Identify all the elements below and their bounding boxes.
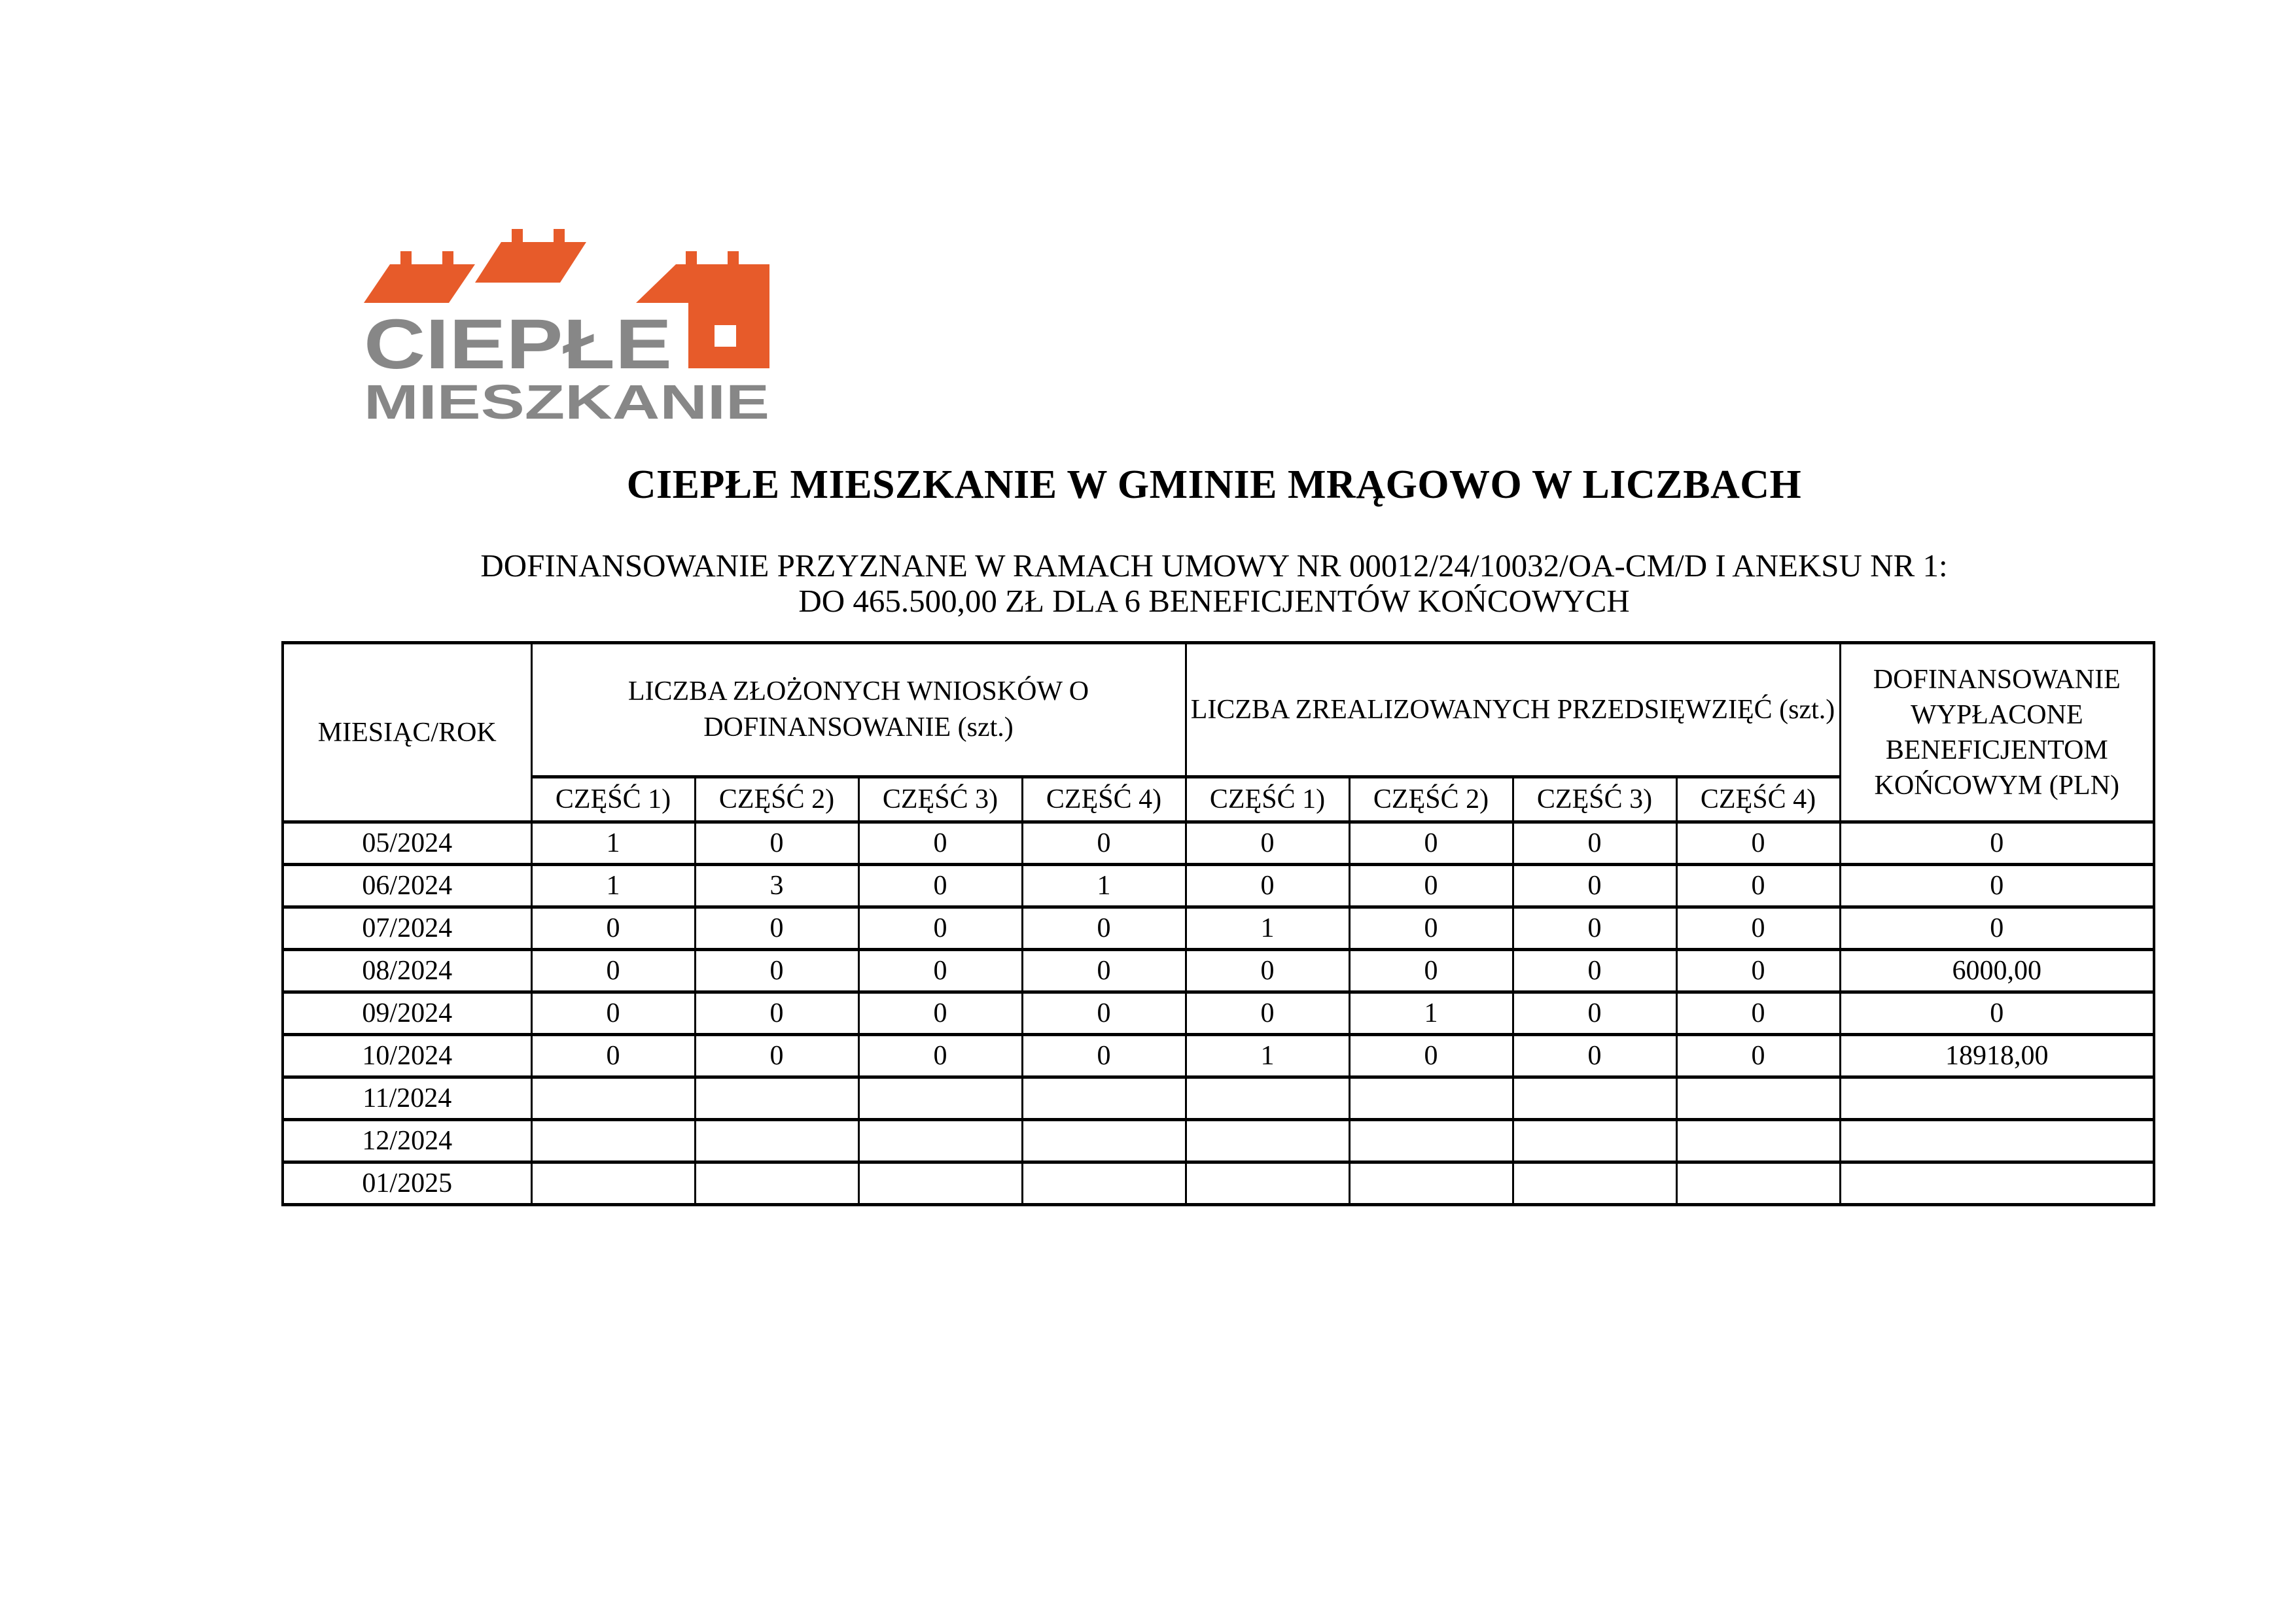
submitted-value-cell bbox=[858, 1077, 1022, 1120]
submitted-value-cell bbox=[531, 1120, 695, 1162]
submitted-value-cell: 0 bbox=[695, 907, 858, 950]
submitted-value-cell bbox=[695, 1162, 858, 1205]
submitted-value-cell bbox=[1022, 1120, 1186, 1162]
submitted-value-cell: 0 bbox=[695, 1035, 858, 1077]
group1-header-line1: LICZBA ZŁOŻONYCH WNIOSKÓW O bbox=[627, 676, 1089, 707]
payout-value-cell bbox=[1840, 1077, 2154, 1120]
submitted-value-cell bbox=[531, 1077, 695, 1120]
completed-value-cell: 1 bbox=[1349, 992, 1513, 1035]
part-header-group1-part1: CZĘŚĆ 1) bbox=[531, 777, 695, 822]
completed-value-cell: 0 bbox=[1349, 822, 1513, 865]
submitted-value-cell: 1 bbox=[531, 822, 695, 865]
payout-value-cell: 0 bbox=[1840, 865, 2154, 907]
completed-value-cell bbox=[1186, 1162, 1349, 1205]
submitted-value-cell: 0 bbox=[1022, 822, 1186, 865]
month-cell: 08/2024 bbox=[283, 950, 531, 992]
subtitle-line-2: DO 465.500,00 ZŁ DLA 6 BENEFICJENTÓW KOŃCOWYCH bbox=[798, 583, 1630, 619]
completed-value-cell: 0 bbox=[1513, 992, 1676, 1035]
payout-value-cell bbox=[1840, 1162, 2154, 1205]
completed-value-cell bbox=[1513, 1120, 1676, 1162]
table-body bbox=[283, 822, 2154, 1205]
completed-value-cell: 0 bbox=[1349, 865, 1513, 907]
completed-value-cell: 0 bbox=[1513, 907, 1676, 950]
submitted-value-cell: 0 bbox=[858, 1035, 1022, 1077]
completed-value-cell bbox=[1513, 1077, 1676, 1120]
submitted-value-cell: 0 bbox=[858, 865, 1022, 907]
completed-value-cell: 0 bbox=[1676, 865, 1840, 907]
submitted-value-cell: 0 bbox=[531, 992, 695, 1035]
submitted-value-cell bbox=[858, 1162, 1022, 1205]
table-row bbox=[283, 992, 2154, 1035]
table-row bbox=[283, 865, 2154, 907]
payout-value-cell: 6000,00 bbox=[1840, 950, 2154, 992]
submitted-value-cell bbox=[695, 1077, 858, 1120]
completed-value-cell: 0 bbox=[1186, 865, 1349, 907]
logo-text-line2: MIESZKANIE bbox=[364, 375, 769, 422]
completed-value-cell: 0 bbox=[1676, 907, 1840, 950]
month-cell: 12/2024 bbox=[283, 1120, 531, 1162]
completed-value-cell: 0 bbox=[1513, 1035, 1676, 1077]
submitted-value-cell: 0 bbox=[858, 907, 1022, 950]
document-subtitle bbox=[275, 548, 2153, 619]
submitted-value-cell: 0 bbox=[858, 950, 1022, 992]
page-title: CIEPŁE MIESZKANIE W GMINIE MRĄGOWO W LICZBACH bbox=[626, 462, 1802, 507]
submitted-value-cell: 0 bbox=[1022, 907, 1186, 950]
completed-value-cell: 0 bbox=[1513, 950, 1676, 992]
submitted-value-cell: 0 bbox=[1022, 950, 1186, 992]
month-cell: 09/2024 bbox=[283, 992, 531, 1035]
part-header-group1-part4: CZĘŚĆ 4) bbox=[1022, 777, 1186, 822]
submitted-value-cell: 0 bbox=[695, 992, 858, 1035]
cieple-mieszkanie-logo bbox=[364, 226, 773, 422]
completed-value-cell: 0 bbox=[1676, 950, 1840, 992]
completed-value-cell: 0 bbox=[1349, 950, 1513, 992]
payout-value-cell: 0 bbox=[1840, 992, 2154, 1035]
table-row bbox=[283, 950, 2154, 992]
table-row bbox=[283, 1162, 2154, 1205]
completed-value-cell bbox=[1676, 1077, 1840, 1120]
table-row bbox=[283, 1077, 2154, 1120]
submitted-value-cell: 0 bbox=[1022, 1035, 1186, 1077]
month-cell: 06/2024 bbox=[283, 865, 531, 907]
submitted-value-cell: 3 bbox=[695, 865, 858, 907]
submitted-value-cell bbox=[531, 1162, 695, 1205]
logo-window-icon bbox=[715, 325, 736, 347]
month-cell: 05/2024 bbox=[283, 822, 531, 865]
payout-value-cell: 18918,00 bbox=[1840, 1035, 2154, 1077]
submitted-value-cell: 0 bbox=[858, 992, 1022, 1035]
completed-value-cell bbox=[1513, 1162, 1676, 1205]
completed-value-cell: 0 bbox=[1186, 822, 1349, 865]
completed-value-cell: 0 bbox=[1349, 1035, 1513, 1077]
payout-value-cell: 0 bbox=[1840, 822, 2154, 865]
part-header-group2-part3: CZĘŚĆ 3) bbox=[1513, 777, 1676, 822]
completed-value-cell bbox=[1349, 1162, 1513, 1205]
table-header bbox=[283, 643, 2154, 822]
table-row bbox=[283, 822, 2154, 865]
completed-value-cell: 0 bbox=[1186, 950, 1349, 992]
completed-value-cell bbox=[1676, 1162, 1840, 1205]
completed-value-cell bbox=[1186, 1077, 1349, 1120]
part-header-group1-part3: CZĘŚĆ 3) bbox=[858, 777, 1022, 822]
submitted-value-cell: 0 bbox=[531, 1035, 695, 1077]
completed-value-cell bbox=[1349, 1120, 1513, 1162]
completed-value-cell: 0 bbox=[1349, 907, 1513, 950]
completed-value-cell: 0 bbox=[1186, 992, 1349, 1035]
payout-header-line1: DOFINANSOWANIE bbox=[1873, 664, 2121, 695]
logo-roof-1-icon bbox=[364, 251, 475, 303]
payout-header-line2: WYPŁACONE bbox=[1910, 699, 2083, 730]
column-header-payout bbox=[1840, 643, 2154, 822]
payout-header-line4: KOŃCOWYM (PLN) bbox=[1874, 770, 2120, 801]
submitted-value-cell: 1 bbox=[1022, 865, 1186, 907]
submitted-value-cell bbox=[695, 1120, 858, 1162]
month-cell: 01/2025 bbox=[283, 1162, 531, 1205]
submitted-value-cell: 0 bbox=[531, 907, 695, 950]
completed-value-cell bbox=[1186, 1120, 1349, 1162]
part-header-group1-part2: CZĘŚĆ 2) bbox=[695, 777, 858, 822]
completed-value-cell: 0 bbox=[1676, 822, 1840, 865]
column-group-completed-projects: LICZBA ZREALIZOWANYCH PRZEDSIĘWZIĘĆ (szt.) bbox=[1186, 643, 1840, 777]
table-row bbox=[283, 1035, 2154, 1077]
table-header-row-groups bbox=[283, 643, 2154, 777]
table-row bbox=[283, 1120, 2154, 1162]
submitted-value-cell bbox=[1022, 1077, 1186, 1120]
completed-value-cell: 0 bbox=[1513, 865, 1676, 907]
statistics-table bbox=[281, 641, 2155, 1206]
completed-value-cell bbox=[1349, 1077, 1513, 1120]
part-header-group2-part1: CZĘŚĆ 1) bbox=[1186, 777, 1349, 822]
subtitle-line-1: DOFINANSOWANIE PRZYZNANE W RAMACH UMOWY NR 00012/24/10032/OA-CM/D I ANEKSU NR 1: bbox=[480, 548, 1948, 584]
logo-text-line1: CIEPŁE bbox=[364, 304, 672, 383]
completed-value-cell: 1 bbox=[1186, 1035, 1349, 1077]
column-header-month: MIESIĄC/ROK bbox=[283, 643, 531, 822]
part-header-group2-part2: CZĘŚĆ 2) bbox=[1349, 777, 1513, 822]
completed-value-cell: 0 bbox=[1676, 1035, 1840, 1077]
payout-value-cell: 0 bbox=[1840, 907, 2154, 950]
month-cell: 11/2024 bbox=[283, 1077, 531, 1120]
submitted-value-cell bbox=[1022, 1162, 1186, 1205]
submitted-value-cell: 0 bbox=[1022, 992, 1186, 1035]
completed-value-cell: 0 bbox=[1513, 822, 1676, 865]
submitted-value-cell: 1 bbox=[531, 865, 695, 907]
part-header-group2-part4: CZĘŚĆ 4) bbox=[1676, 777, 1840, 822]
logo-roof-2-icon bbox=[475, 229, 586, 283]
completed-value-cell: 1 bbox=[1186, 907, 1349, 950]
submitted-value-cell: 0 bbox=[695, 822, 858, 865]
completed-value-cell: 0 bbox=[1676, 992, 1840, 1035]
group1-header-line2: DOFINANSOWANIE (szt.) bbox=[703, 712, 1014, 742]
column-group-submitted-applications bbox=[531, 643, 1186, 777]
submitted-value-cell: 0 bbox=[858, 822, 1022, 865]
table-row bbox=[283, 907, 2154, 950]
payout-value-cell bbox=[1840, 1120, 2154, 1162]
submitted-value-cell: 0 bbox=[695, 950, 858, 992]
payout-header-line3: BENEFICJENTOM bbox=[1885, 735, 2108, 765]
submitted-value-cell bbox=[858, 1120, 1022, 1162]
completed-value-cell bbox=[1676, 1120, 1840, 1162]
month-cell: 07/2024 bbox=[283, 907, 531, 950]
month-cell: 10/2024 bbox=[283, 1035, 531, 1077]
submitted-value-cell: 0 bbox=[531, 950, 695, 992]
